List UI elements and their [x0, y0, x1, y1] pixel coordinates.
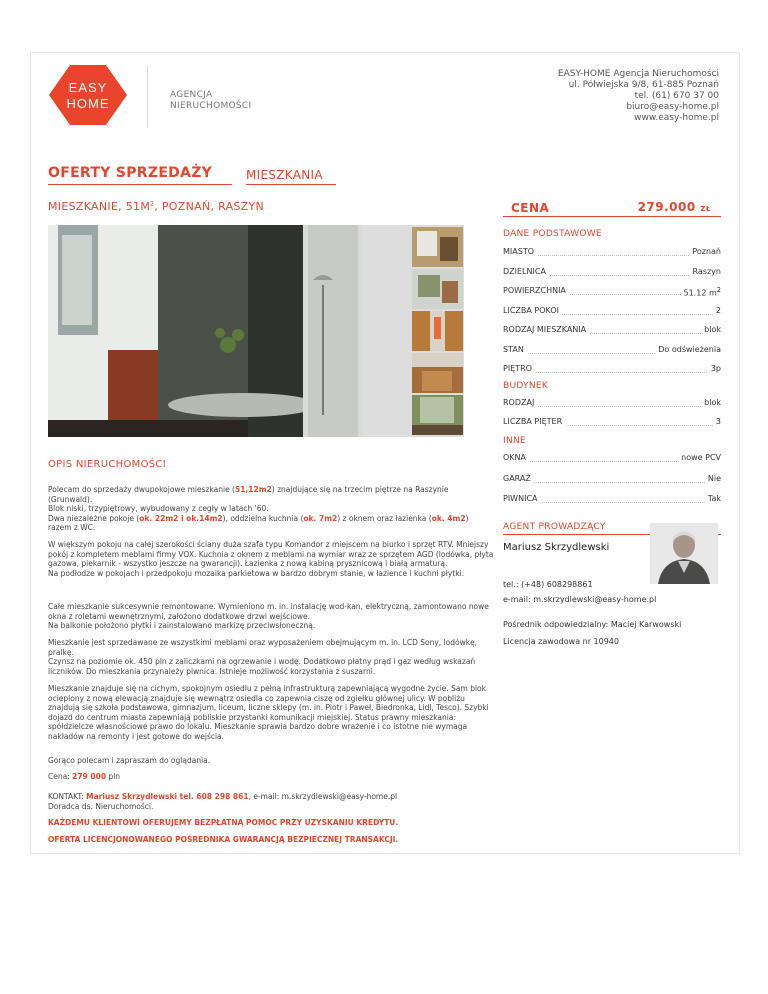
basic-data-title: DANE PODSTAWOWE: [503, 229, 602, 239]
basic-data-label: PIĘTRO: [503, 364, 535, 373]
basic-data-value: 51.12 $m^2$: [681, 286, 722, 298]
thumbnail-2[interactable]: [412, 269, 463, 309]
contact-company: EASY-HOME Agencja Nieruchomości: [557, 69, 719, 79]
building-label: RODZAJ: [503, 398, 537, 407]
section-title: OFERTY SPRZEDAŻY: [48, 165, 213, 181]
thumbnail-5[interactable]: [412, 395, 463, 435]
other-row: [503, 474, 721, 486]
description-title: OPIS NIERUCHOMOŚCI: [48, 459, 166, 470]
description-paragraph-5: Mieszkanie znajduje się na cichym, spokojnym osiedlu z pełną infrastrukturą zapewniającą wygodne życie. Sam blok ocieplony z nową elewacją znajduje się wewnątrz osiedla co zapewnia ciszę od zgiełku głównej ulicy. W pobliżu znajdują się szkoła podstawowa, gimnazjum, liceum, liczne sklepy (m. in. Piotr i Paweł, Biedronka, Lidl, Tesco). Szybki dojazd do centrum miasta zapewniają pobliskie przystanki komunikacji miejskiej. Status prawny mieszkania: spółdzielcze własnościowe prawo do lokalu. Mieszkanie sprawia bardzo dobre wrażenie i co istotne nie wymaga nakładów na remonty i jest gotowe do wejścia.: [48, 684, 489, 741]
other-value: nowe PCV: [678, 453, 721, 462]
agent-email[interactable]: e-mail: m.skrzydlewski@easy-home.pl: [503, 595, 657, 604]
logo-text-easy: EASY: [68, 80, 108, 95]
thumbnail-1[interactable]: [412, 227, 463, 267]
agent-photo: [650, 523, 718, 584]
basic-data-value: Do odświeżenia: [655, 345, 721, 354]
agent-name: Mariusz Skrzydlewski: [503, 542, 610, 553]
basic-data-label: LICZBA POKOI: [503, 306, 562, 315]
other-value: Nie: [705, 474, 721, 483]
basic-data-row: [503, 247, 721, 259]
contact-email[interactable]: biuro@easy-home.pl: [626, 102, 719, 112]
basic-data-row: [503, 267, 721, 279]
agent-phone[interactable]: tel.: (+48) 608298861: [503, 580, 593, 589]
basic-data-row: [503, 286, 721, 298]
basic-data-label: DZIELNICA: [503, 267, 549, 276]
other-title: INNE: [503, 436, 527, 446]
contact-address: ul. Półwiejska 9/8, 61-885 Poznań: [568, 80, 719, 90]
building-value: 3: [713, 417, 721, 426]
basic-data-value: 3p: [708, 364, 721, 373]
basic-data-label: RODZAJ MIESZKANIA: [503, 325, 589, 334]
logo-text-home: HOME: [66, 96, 110, 111]
other-label: GARAŻ: [503, 474, 534, 483]
description-invite: Gorąco polecam i zapraszam do oglądania.: [48, 756, 211, 765]
other-row: [503, 494, 721, 506]
price-box: [503, 196, 721, 217]
description-contact: KONTAKT: Mariusz Skrzydlewski tel. 608 298 861, e-mail: m.skrzydlewski@easy-home.pl Doradca ds. Nieruchomości.: [48, 792, 398, 811]
section-subtitle-underline: [246, 184, 336, 185]
price-value: 279.000 ZŁ: [637, 200, 711, 214]
agent-title: AGENT PROWADZĄCY: [503, 522, 606, 532]
listing-title: MIESZKANIE, $51M^2$, POZNAŃ, RASZYN: [48, 200, 265, 213]
basic-data-label: STAN: [503, 345, 527, 354]
logo-divider: [147, 66, 148, 128]
other-value: Tak: [705, 494, 721, 503]
basic-data-value: Raszyn: [690, 267, 721, 276]
building-value: blok: [701, 398, 721, 407]
dotted-leader: [503, 372, 721, 373]
description-price: Cena: 279 000 pln: [48, 772, 121, 781]
other-label: OKNA: [503, 453, 529, 462]
contact-phone[interactable]: tel. (61) 670 37 00: [634, 91, 719, 101]
basic-data-row: [503, 364, 721, 376]
notice-license: OFERTA LICENCJONOWANEGO POŚREDNIKA GWARANCJĄ BEZPIECZNEJ TRANSAKCJI.: [48, 835, 399, 844]
description-paragraph-1: Polecam do sprzedaży dwupokojowe mieszkanie (51,12m2) znajdujące się na trzecim piętrze na Raszynie (Grunwald). Blok niski, trzypiętrowy, wybudowany z cegły w latach '60. Dwa niezależne pokoje (ok. 22m2 i ok.14m2), oddzielna kuchnia (ok. 7m2) z oknem oraz łazienka (ok. 4m2) razem z WC.: [48, 485, 469, 533]
building-row: [503, 398, 721, 410]
section-title-underline: [48, 184, 232, 185]
basic-data-row: [503, 345, 721, 357]
agent-responsible: Pośrednik odpowiedzialny: Maciej Karwowski: [503, 620, 682, 629]
basic-data-label: POWIERZCHNIA: [503, 286, 569, 295]
description-paragraph-2: W większym pokoju na całej szerokości ściany duża szafa typu Komandor z miejscem na biurko i sprzęt RTV. Mniejszy pokój z kompletem meblami firmy VOX. Kuchnia z oknem z meblami na wymiar wraz ze sprzętem AGD (lodówka, płyta gazowa, piekarnik - wszystko jeszcze na gwarancji). Łazienka z nową kabiną prysznicową i białą armaturą. Na podłodze w pokojach i przedpokoju mozaika parkietowa w bardzo dobrym stanie, w łazience i kuchni płytki.: [48, 540, 494, 578]
thumbnail-3[interactable]: [412, 311, 463, 351]
description-paragraph-4: Mieszkanie jest sprzedawane ze wszystkimi meblami oraz wyposażeniem obejmującym m. in. LCD Sony, lodówkę, pralkę. Czynsz na poziomie ok. 450 pln z zaliczkami na ogrzewanie i wodę. Dodatkowo płatny prąd i gaz według wskazań liczników. Do mieszkania przynależy piwnica. Istnieje możliwość korzystania z suszarni.: [48, 638, 478, 676]
basic-data-value: 2: [713, 306, 721, 315]
other-label: PIWNICA: [503, 494, 541, 503]
building-row: [503, 417, 721, 429]
thumbnail-4[interactable]: [412, 353, 463, 393]
price-label: CENA: [511, 201, 550, 215]
easy-home-logo[interactable]: [48, 64, 128, 126]
other-row: [503, 453, 721, 465]
basic-data-label: MIASTO: [503, 247, 537, 256]
notice-credit: KAŻDEMU KLIENTOWI OFERUJEMY BEZPŁATNĄ POMOC PRZY UZYSKANIU KREDYTU.: [48, 818, 399, 827]
description-paragraph-3: Całe mieszkanie sukcesywnie remontowane. Wymieniono m. in. instalację wod-kan, elektryczną, zamontowano nowe okna z roletami wewnętrznymi, założono dodatkowe drzwi wejściowe. Na balkonie położono płytki i zainstalowano markizę przeciwsłoneczną.: [48, 602, 489, 631]
contact-block: [558, 69, 719, 124]
building-title: BUDYNEK: [503, 381, 549, 391]
basic-data-row: [503, 325, 721, 337]
building-label: LICZBA PIĘTER: [503, 417, 565, 426]
agent-license: Licencja zawodowa nr 10940: [503, 637, 619, 646]
section-subtitle: MIESZKANIA: [246, 168, 323, 182]
agency-label: AGENCJA NIERUCHOMOŚCI: [170, 90, 252, 111]
dotted-leader: [503, 482, 721, 483]
contact-website[interactable]: www.easy-home.pl: [634, 113, 719, 123]
basic-data-value: blok: [701, 325, 721, 334]
thumbnail-strip: [362, 225, 464, 437]
main-photo[interactable]: [48, 225, 362, 437]
basic-data-value: Poznań: [689, 247, 721, 256]
basic-data-row: [503, 306, 721, 318]
